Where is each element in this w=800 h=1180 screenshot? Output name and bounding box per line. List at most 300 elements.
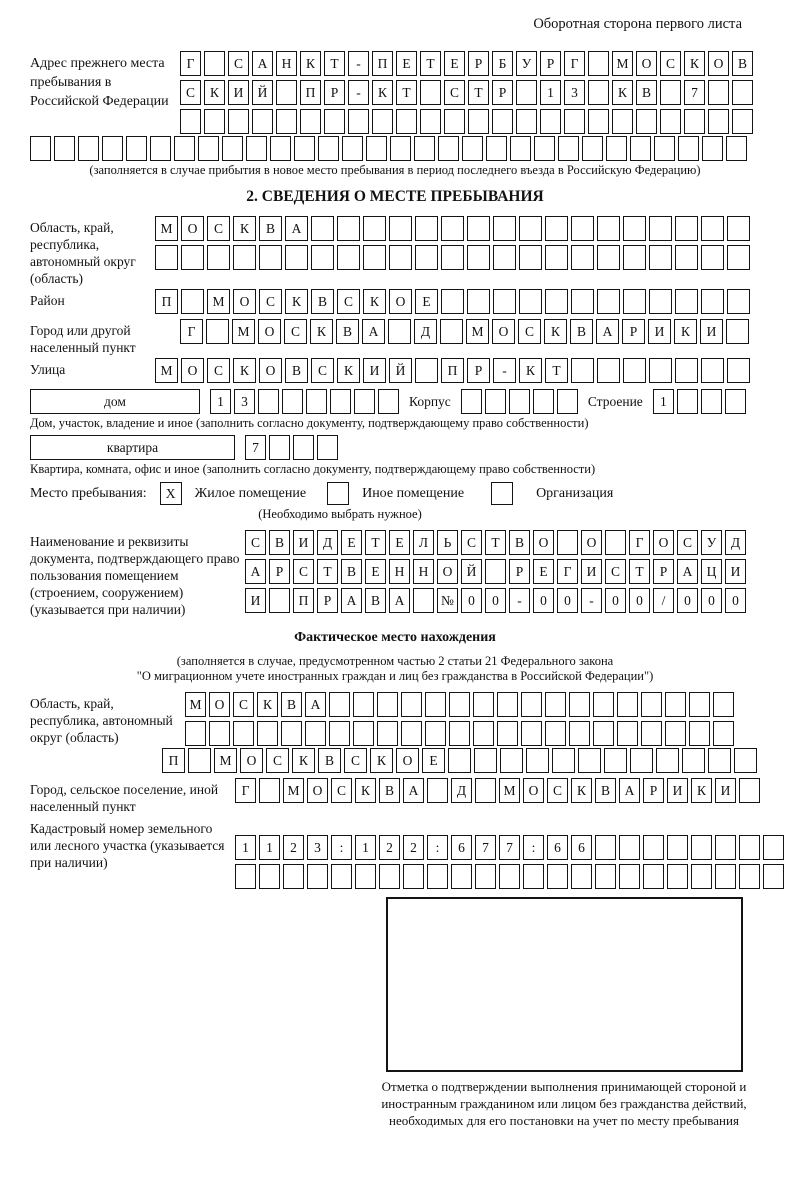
char-cell [569, 721, 590, 746]
char-cell [283, 864, 304, 889]
char-cell [379, 864, 400, 889]
char-cell: О [533, 530, 554, 555]
char-cell [708, 109, 729, 134]
char-cell: Ц [701, 559, 722, 584]
char-cell: Й [461, 559, 482, 584]
char-cell [545, 216, 568, 241]
char-cell: Р [467, 358, 490, 383]
checkbox-zhiloe: X [160, 482, 182, 505]
char-cell: В [318, 748, 341, 773]
char-cell [545, 721, 566, 746]
kvartira-row [30, 435, 760, 460]
char-cell [545, 692, 566, 717]
char-cell [449, 692, 470, 717]
char-cell: В [636, 80, 657, 105]
char-cell [293, 435, 314, 460]
char-cell: Г [564, 51, 585, 76]
char-cell: С [233, 692, 254, 717]
char-cell: О [396, 748, 419, 773]
char-cell [330, 389, 351, 414]
char-cell [691, 864, 712, 889]
fact-note-line-2: "О миграционном учете иностранных граждан и лиц без гражданства в Российской Федерации") [136, 669, 654, 683]
char-cell [378, 389, 399, 414]
char-cell [448, 748, 471, 773]
char-cell: 0 [725, 588, 746, 613]
char-cell [588, 51, 609, 76]
char-cell: С [677, 530, 698, 555]
char-cell [654, 136, 675, 161]
fact-raion-label [30, 748, 162, 751]
oblast-label: Область, край, республика, автономный округ (область) [30, 220, 136, 286]
char-cell [449, 721, 470, 746]
char-cell: К [612, 80, 633, 105]
char-cell: М [207, 289, 230, 314]
fact-title: Фактическое место нахождения [294, 630, 496, 645]
char-cell: К [571, 778, 592, 803]
dom-cells [210, 389, 399, 414]
char-cell: С [207, 216, 230, 241]
char-cell: Т [545, 358, 568, 383]
fact-gorod-line [235, 778, 760, 803]
char-cell [734, 748, 757, 773]
char-cell [593, 692, 614, 717]
char-cell [660, 80, 681, 105]
char-cell: - [348, 51, 369, 76]
char-cell: В [732, 51, 753, 76]
fact-oblast-line-1 [185, 692, 734, 717]
char-cell: М [499, 778, 520, 803]
char-cell: 2 [403, 835, 424, 860]
char-cell [739, 864, 760, 889]
char-cell [337, 216, 360, 241]
char-cell: О [181, 216, 204, 241]
char-cell [597, 245, 620, 270]
char-cell [497, 721, 518, 746]
char-cell [571, 245, 594, 270]
fact-kadastr-line-2 [235, 864, 784, 889]
char-cell [233, 245, 256, 270]
svid-line-1 [245, 530, 746, 555]
char-cell: 0 [701, 588, 722, 613]
gorod-label: Город или другой населенный пункт [30, 323, 136, 355]
char-cell: Р [269, 559, 290, 584]
char-cell [571, 216, 594, 241]
char-cell [270, 136, 291, 161]
char-cell: Р [324, 80, 345, 105]
char-cell: Д [317, 530, 338, 555]
char-cell: В [311, 289, 334, 314]
char-cell: Г [180, 319, 203, 344]
char-cell [545, 289, 568, 314]
char-cell [413, 588, 434, 613]
char-cell: К [519, 358, 542, 383]
char-cell: 1 [540, 80, 561, 105]
dom-row [30, 389, 760, 414]
char-cell: Б [492, 51, 513, 76]
char-cell [557, 389, 578, 414]
char-cell: С [180, 80, 201, 105]
char-cell: - [509, 588, 530, 613]
char-cell [486, 136, 507, 161]
char-cell: 0 [677, 588, 698, 613]
char-cell [415, 358, 438, 383]
char-cell [557, 530, 578, 555]
char-cell: П [441, 358, 464, 383]
char-cell: И [293, 530, 314, 555]
char-cell: / [653, 588, 674, 613]
char-cell: Р [622, 319, 645, 344]
fact-oblast-label: Область, край, республика, автономный округ (область) [30, 696, 173, 745]
char-cell [276, 80, 297, 105]
char-cell [324, 109, 345, 134]
char-cell [523, 864, 544, 889]
char-cell [259, 864, 280, 889]
char-cell [701, 358, 724, 383]
char-cell: М [232, 319, 255, 344]
char-cell: - [493, 358, 516, 383]
char-cell [643, 835, 664, 860]
char-cell [619, 864, 640, 889]
char-cell: К [372, 80, 393, 105]
char-cell [102, 136, 123, 161]
char-cell: 7 [684, 80, 705, 105]
char-cell: О [437, 559, 458, 584]
char-cell: В [336, 319, 359, 344]
char-cell: К [233, 216, 256, 241]
char-cell: В [259, 216, 282, 241]
char-cell [181, 289, 204, 314]
char-cell: Р [492, 80, 513, 105]
char-cell [510, 136, 531, 161]
kvartira-cells [245, 435, 338, 460]
char-cell [372, 109, 393, 134]
char-cell [732, 109, 753, 134]
fact-kadastr-label: Кадастровый номер земельного или лесного участка (указывается при наличии) [30, 821, 225, 870]
char-cell: А [596, 319, 619, 344]
char-cell: Д [451, 778, 472, 803]
char-cell [441, 245, 464, 270]
char-cell: У [701, 530, 722, 555]
char-cell: В [269, 530, 290, 555]
fact-oblast-field [30, 692, 760, 746]
char-cell: А [285, 216, 308, 241]
char-cell [691, 835, 712, 860]
char-cell: А [245, 559, 266, 584]
char-cell [534, 136, 555, 161]
char-cell [427, 864, 448, 889]
char-cell: М [283, 778, 304, 803]
char-cell [185, 721, 206, 746]
char-cell: С [444, 80, 465, 105]
char-cell: А [677, 559, 698, 584]
char-cell: Р [468, 51, 489, 76]
char-cell: С [337, 289, 360, 314]
char-cell: 0 [629, 588, 650, 613]
korpus-label: Корпус [409, 393, 451, 409]
char-cell: К [204, 80, 225, 105]
char-cell [649, 289, 672, 314]
char-cell [571, 358, 594, 383]
char-cell [588, 109, 609, 134]
char-cell: 0 [533, 588, 554, 613]
char-cell [623, 358, 646, 383]
char-cell [461, 389, 482, 414]
char-cell: У [516, 51, 537, 76]
char-cell: - [581, 588, 602, 613]
char-cell: Е [365, 559, 386, 584]
char-cell [329, 692, 350, 717]
char-cell: В [595, 778, 616, 803]
char-cell: К [310, 319, 333, 344]
char-cell [425, 721, 446, 746]
char-cell: 2 [283, 835, 304, 860]
char-cell: С [660, 51, 681, 76]
char-cell [329, 721, 350, 746]
char-cell: К [544, 319, 567, 344]
prev-address-line-4 [30, 136, 760, 161]
char-cell: Г [629, 530, 650, 555]
char-cell [701, 389, 722, 414]
char-cell: 1 [235, 835, 256, 860]
char-cell [519, 216, 542, 241]
dom-box: дом [30, 389, 200, 414]
char-cell: Е [341, 530, 362, 555]
char-cell [462, 136, 483, 161]
char-cell [414, 136, 435, 161]
char-cell [675, 289, 698, 314]
char-cell: И [363, 358, 386, 383]
char-cell [233, 721, 254, 746]
char-cell [582, 136, 603, 161]
char-cell [198, 136, 219, 161]
char-cell: : [331, 835, 352, 860]
char-cell: С [344, 748, 367, 773]
char-cell [337, 245, 360, 270]
char-cell: А [341, 588, 362, 613]
char-cell: М [214, 748, 237, 773]
char-cell [667, 864, 688, 889]
char-cell [209, 721, 230, 746]
char-cell: : [523, 835, 544, 860]
char-cell [389, 216, 412, 241]
char-cell [677, 389, 698, 414]
option-org-label: Организация [536, 485, 614, 501]
char-cell: А [362, 319, 385, 344]
char-cell [643, 864, 664, 889]
char-cell: Е [533, 559, 554, 584]
char-cell [519, 245, 542, 270]
gorod-field [30, 319, 760, 356]
oblast-line-1 [155, 216, 750, 241]
char-cell [467, 289, 490, 314]
char-cell: Н [276, 51, 297, 76]
char-cell [689, 721, 710, 746]
char-cell [311, 245, 334, 270]
char-cell [396, 109, 417, 134]
char-cell [649, 245, 672, 270]
char-cell: В [570, 319, 593, 344]
char-cell [427, 778, 448, 803]
char-cell [569, 692, 590, 717]
char-cell [207, 245, 230, 270]
char-cell: Н [389, 559, 410, 584]
option-zhiloe-label: Жилое помещение [194, 485, 307, 501]
char-cell [204, 51, 225, 76]
char-cell: 1 [653, 389, 674, 414]
prev-address-field [30, 51, 760, 134]
char-cell [641, 721, 662, 746]
char-cell [475, 864, 496, 889]
char-cell [689, 692, 710, 717]
fact-gorod-field [30, 778, 760, 815]
char-cell: М [612, 51, 633, 76]
mesto-row [30, 482, 760, 505]
char-cell [311, 216, 334, 241]
page-corner-title: Оборотная сторона первого листа [533, 16, 742, 32]
char-cell [318, 136, 339, 161]
char-cell: Д [725, 530, 746, 555]
char-cell: К [292, 748, 315, 773]
char-cell: Е [396, 51, 417, 76]
char-cell: К [257, 692, 278, 717]
oblast-line-2 [155, 245, 750, 270]
char-cell [726, 319, 749, 344]
char-cell: О [258, 319, 281, 344]
char-cell [545, 245, 568, 270]
char-cell: И [667, 778, 688, 803]
prev-address-rows [180, 51, 753, 134]
char-cell: О [307, 778, 328, 803]
char-cell [726, 136, 747, 161]
char-cell [126, 136, 147, 161]
char-cell: В [365, 588, 386, 613]
fact-kadastr-rows [235, 835, 784, 889]
char-cell [282, 389, 303, 414]
prev-address-line-1 [180, 51, 753, 76]
char-cell [630, 136, 651, 161]
char-cell [571, 289, 594, 314]
char-cell: С [605, 559, 626, 584]
char-cell [713, 721, 734, 746]
char-cell: : [427, 835, 448, 860]
char-cell: С [331, 778, 352, 803]
char-cell: А [619, 778, 640, 803]
char-cell [441, 289, 464, 314]
char-cell [597, 358, 620, 383]
char-cell [725, 389, 746, 414]
char-cell [389, 245, 412, 270]
char-cell [641, 692, 662, 717]
char-cell: 0 [485, 588, 506, 613]
char-cell: 1 [259, 835, 280, 860]
char-cell: И [725, 559, 746, 584]
fact-gorod-label: Город, сельское поселение, иной населенный пункт [30, 782, 219, 814]
char-cell: Л [413, 530, 434, 555]
char-cell [588, 80, 609, 105]
char-cell: С [461, 530, 482, 555]
char-cell [739, 835, 760, 860]
oblast-rows [155, 216, 750, 270]
char-cell [604, 748, 627, 773]
char-cell: С [284, 319, 307, 344]
char-cell: Е [444, 51, 465, 76]
ulitsa-field [30, 358, 760, 383]
char-cell [401, 692, 422, 717]
char-cell: Т [317, 559, 338, 584]
char-cell: М [155, 216, 178, 241]
char-cell: 7 [475, 835, 496, 860]
char-cell: С [518, 319, 541, 344]
char-cell [708, 80, 729, 105]
char-cell [155, 245, 178, 270]
svid-line-3 [245, 588, 746, 613]
char-cell [485, 559, 506, 584]
char-cell: Н [413, 559, 434, 584]
char-cell: - [348, 80, 369, 105]
fact-raion-line [162, 748, 757, 773]
char-cell: 6 [451, 835, 472, 860]
char-cell: К [674, 319, 697, 344]
char-cell [257, 721, 278, 746]
char-cell [451, 864, 472, 889]
char-cell [656, 748, 679, 773]
char-cell: М [466, 319, 489, 344]
char-cell [269, 588, 290, 613]
char-cell [440, 319, 463, 344]
char-cell: Т [365, 530, 386, 555]
stamp-area [368, 897, 760, 1129]
char-cell [763, 835, 784, 860]
char-cell: Е [422, 748, 445, 773]
char-cell [258, 389, 279, 414]
char-cell: 3 [564, 80, 585, 105]
char-cell: С [266, 748, 289, 773]
char-cell [259, 245, 282, 270]
char-cell [708, 748, 731, 773]
checkbox-org [491, 482, 513, 505]
dom-note: Дом, участок, владение и иное (заполнить согласно документу, подтверждающему право собственности) [30, 416, 589, 430]
char-cell [623, 245, 646, 270]
char-cell [597, 289, 620, 314]
char-cell: О [259, 358, 282, 383]
char-cell [54, 136, 75, 161]
char-cell [331, 864, 352, 889]
char-cell [623, 216, 646, 241]
char-cell: И [581, 559, 602, 584]
prev-address-line-2 [180, 80, 753, 105]
char-cell [727, 245, 750, 270]
stroenie-cells [653, 389, 746, 414]
char-cell: 6 [571, 835, 592, 860]
char-cell [492, 109, 513, 134]
char-cell: О [523, 778, 544, 803]
char-cell [493, 216, 516, 241]
char-cell [222, 136, 243, 161]
char-cell [30, 136, 51, 161]
option-inoe-label: Иное помещение [362, 485, 465, 501]
char-cell [732, 80, 753, 105]
char-cell [363, 216, 386, 241]
mesto-label: Место пребывания: [30, 485, 147, 501]
char-cell [564, 109, 585, 134]
char-cell [763, 864, 784, 889]
char-cell: Ь [437, 530, 458, 555]
char-cell [259, 778, 280, 803]
char-cell [533, 389, 554, 414]
char-cell [675, 245, 698, 270]
char-cell [377, 692, 398, 717]
gorod-line [180, 319, 749, 344]
